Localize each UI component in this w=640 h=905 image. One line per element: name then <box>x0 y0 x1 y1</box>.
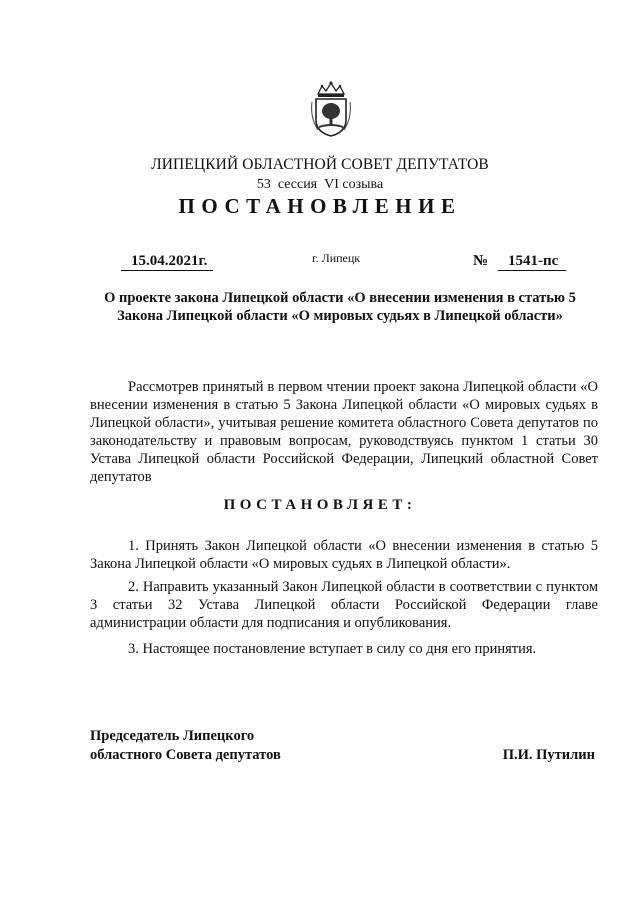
document-date: 15.04.2021г. <box>121 253 213 271</box>
document-type: ПОСТАНОВЛЕНИЕ <box>178 194 462 218</box>
number-label: № <box>473 253 489 269</box>
signatory-name: П.И. Путилин <box>502 747 595 763</box>
signatory-position <box>90 727 281 765</box>
resolution-item-2: 2. Направить указанный Закон Липецкой области в соответствии с пунктом 3 статьи 32 Устава Липецкой области Российской Федерации главе администрации области для подписания и опубликования. <box>90 579 598 631</box>
session-line <box>0 177 640 193</box>
document-city: г. Липецк <box>312 251 361 265</box>
signatory-position-line1: Председатель Липецкого <box>90 728 255 744</box>
document-number: 1541-пс <box>498 253 566 271</box>
resolution-item-3: 3. Настоящее постановление вступает в силу со дня его принятия. <box>128 641 537 657</box>
council-name: ЛИПЕЦКИЙ ОБЛАСТНОЙ СОВЕТ ДЕПУТАТОВ <box>151 156 489 173</box>
preamble-paragraph: Рассмотрев принятый в первом чтении проект закона Липецкой области «О внесении изменения в статью 5 Закона Липецкой области «О мировых судьях в Липецкой области», учитывая решение комитета областного Совета депутатов по законодательству и правовым вопросам, руководствуясь пунктом 1 статьи 30 Устава Липецкой области Российской Федерации, Липецкий областной Совет депутатов <box>90 379 598 485</box>
session-number: 53 <box>256 177 271 192</box>
signatory-position-line2: областного Совета депутатов <box>90 747 281 763</box>
convocation: VI созыва <box>324 177 384 192</box>
document-title: О проекте закона Липецкой области «О внесении изменения в статью 5 Закона Липецкой области «О мировых судьях в Липецкой области» <box>104 290 576 324</box>
session-word: сессия <box>277 177 318 192</box>
resolution-item-1: 1. Принять Закон Липецкой области «О внесении изменения в статью 5 Закона Липецкой области «О мировых судьях в Липецкой области». <box>90 538 598 572</box>
resolves-heading: ПОСТАНОВЛЯЕТ: <box>223 497 417 513</box>
coat-of-arms-icon <box>310 80 352 138</box>
